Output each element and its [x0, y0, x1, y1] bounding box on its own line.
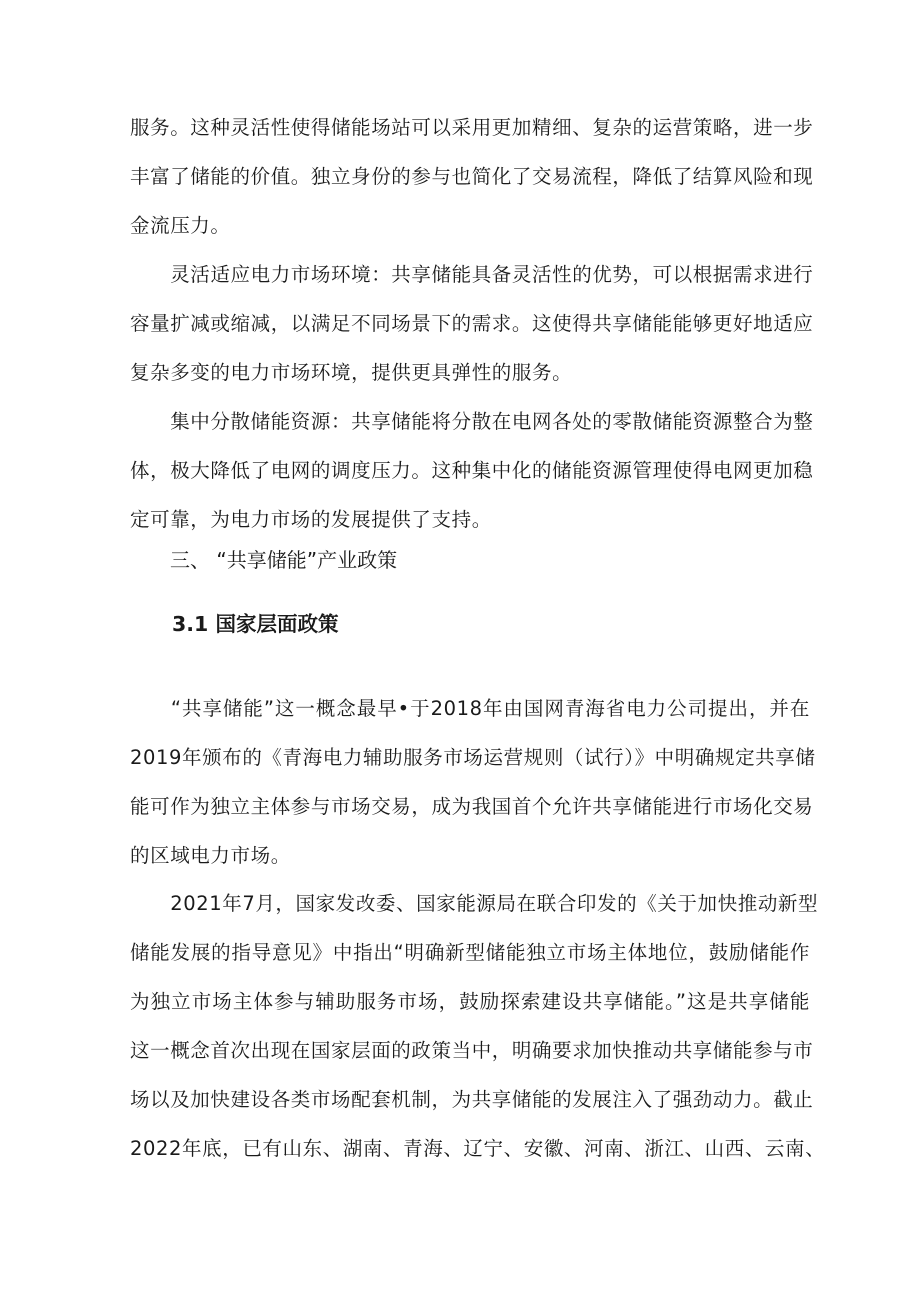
text-line: 2021年7月，国家发改委、国家能源局在联合印发的《关于加快推动新型	[130, 892, 819, 915]
paragraph-2	[130, 250, 814, 397]
text-line: 2022年底，已有山东、湖南、青海、辽宁、安徽、河南、浙江、山西、云南、	[130, 1137, 826, 1160]
text-line: 定可靠，为电力市场的发展提供了支持。	[130, 508, 492, 531]
text-line: 容量扩减或缩减，以满足不同场景下的需求。这使得共享储能能够更好地适应	[130, 312, 814, 335]
text-line: 场以及加快建设各类市场配套机制，为共享储能的发展注入了强劲动力。截止	[130, 1088, 814, 1111]
text-line: 集中分散储能资源：共享储能将分散在电网各处的零散储能资源整合为整	[130, 410, 814, 433]
paragraph-5	[130, 879, 826, 1173]
text-line: 灵活适应电力市场环境：共享储能具备灵活性的优势，可以根据需求进行	[130, 263, 814, 286]
text-line: 储能发展的指导意见》中指出“明确新型储能独立市场主体地位，鼓励储能作	[130, 941, 810, 964]
text-line: 体，极大降低了电网的调度压力。这种集中化的储能资源管理使得电网更加稳	[130, 459, 814, 482]
text-line: 金流压力。	[130, 214, 231, 237]
subsection-heading: 3.1 国家层面政策	[172, 612, 339, 636]
paragraph-3	[130, 397, 814, 544]
text-line: 为独立市场主体参与辅助服务市场，鼓励探索建设共享储能。”这是共享储能	[130, 990, 810, 1013]
text-line: 丰富了储能的价值。独立身份的参与也简化了交易流程，降低了结算风险和现	[130, 165, 814, 188]
text-line: “共享储能”这一概念最早•于2018年由国网青海省电力公司提出，并在	[130, 697, 810, 720]
text-line: 服务。这种灵活性使得储能场站可以采用更加精细、复杂的运营策略，进一步	[130, 116, 814, 139]
section-heading: 三、 “共享储能”产业政策	[170, 548, 398, 572]
text-line: 的区域电力市场。	[130, 844, 291, 867]
text-line: 这一概念首次出现在国家层面的政策当中，明确要求加快推动共享储能参与市	[130, 1039, 814, 1062]
paragraph-4	[130, 684, 816, 880]
text-line: 能可作为独立主体参与市场交易，成为我国首个允许共享储能进行市场化交易	[130, 795, 814, 818]
text-line: 复杂多变的电力市场环境，提供更具弹性的服务。	[130, 361, 573, 384]
paragraph-1	[130, 103, 814, 250]
text-line: 2019年颁布的《青海电力辅助服务市场运营规则（试行）》中明确规定共享储	[130, 746, 816, 769]
